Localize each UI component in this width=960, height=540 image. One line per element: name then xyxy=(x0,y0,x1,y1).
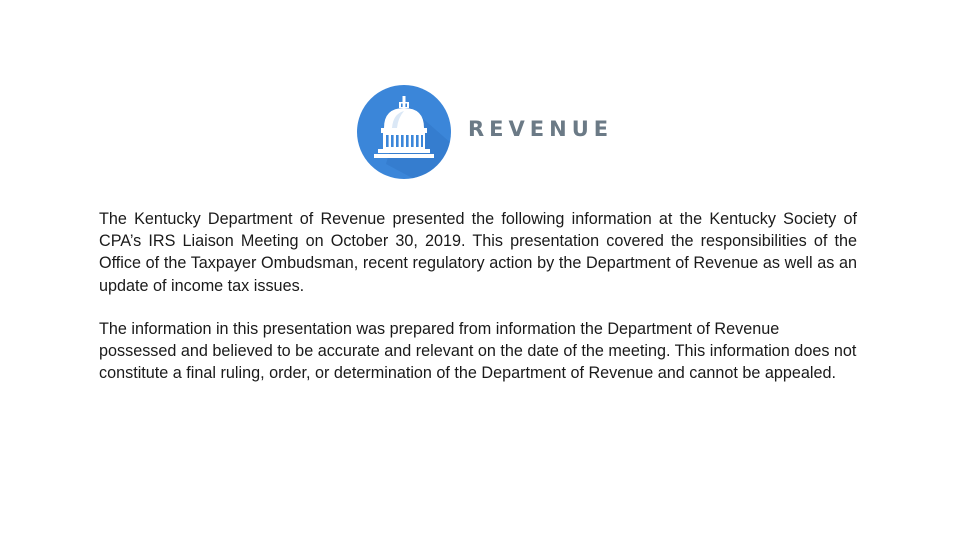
revenue-wordmark: REVENUE xyxy=(468,117,614,141)
capitol-dome-icon xyxy=(356,84,452,180)
disclaimer-paragraph-intro: The Kentucky Department of Revenue presented the following information at the Kentucky Society of CPA’s IRS Liaison Meeting on October 30, 2019. This presentation covered the responsibilities of the Office of the Taxpayer Ombudsman, recent regulatory action by the Department of Revenue as well as an update of income tax issues. xyxy=(99,210,857,295)
revenue-logo xyxy=(356,84,616,182)
disclaimer-paragraph-notice: The information in this presentation was prepared from information the Department of Revenue possessed and believed to be accurate and relevant on the date of the meeting. This information does not constitute a final ruling, order, or determination of the Department of Revenue and cannot be appealed. xyxy=(99,320,857,383)
